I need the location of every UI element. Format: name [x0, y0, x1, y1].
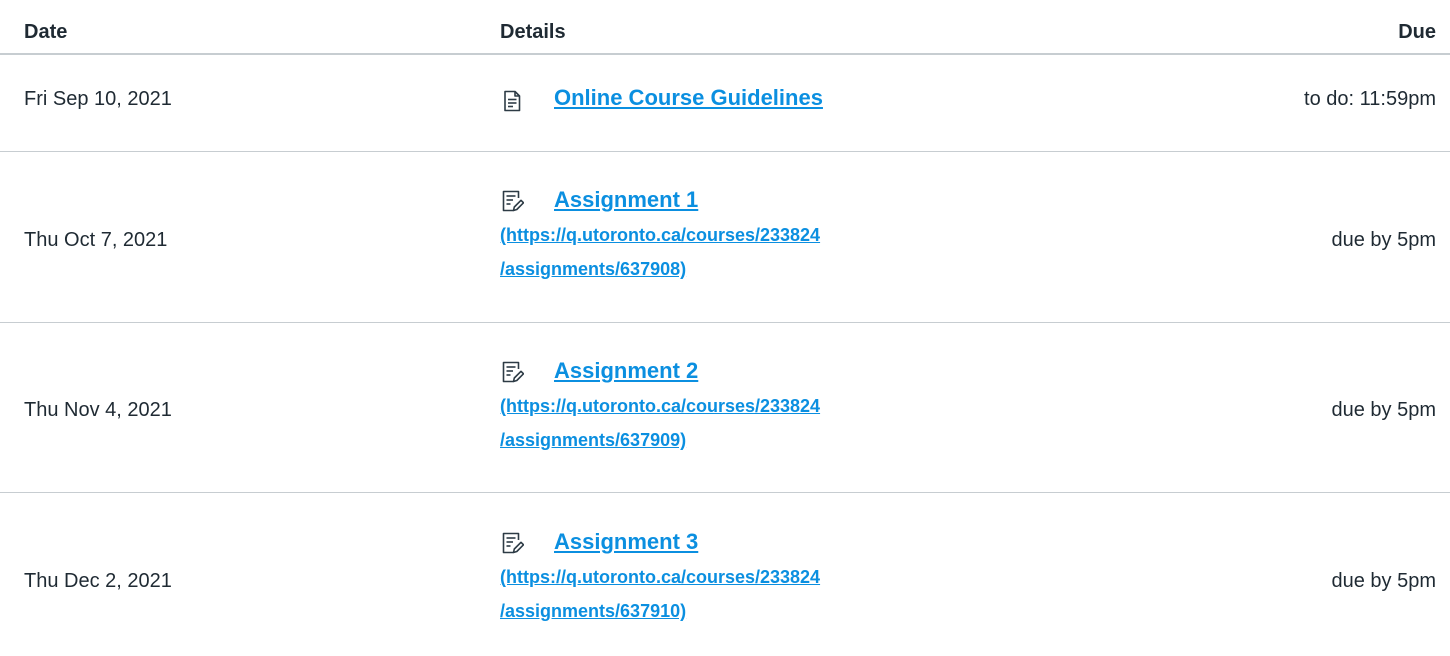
table-row	[0, 493, 1450, 656]
assignment-2-url-line1[interactable]: (https://q.utoronto.ca/courses/233824	[500, 396, 821, 416]
row-due: due by 5pm	[1331, 399, 1436, 421]
table-header	[0, 0, 1450, 55]
assignment-1-url-line1[interactable]: (https://q.utoronto.ca/courses/233824	[500, 225, 821, 245]
online-course-guidelines-link[interactable]: Online Course Guidelines	[554, 85, 823, 110]
row-date: Thu Nov 4, 2021	[24, 399, 172, 421]
table-row	[0, 323, 1450, 493]
assignment-1-url-line2[interactable]: /assignments/637908)	[500, 259, 687, 279]
table-row	[0, 55, 1450, 152]
assignment-icon	[500, 189, 524, 213]
assignment-2-url-line2[interactable]: /assignments/637909)	[500, 430, 687, 450]
table-row	[0, 152, 1450, 323]
row-due: due by 5pm	[1331, 570, 1436, 592]
row-date: Thu Dec 2, 2021	[24, 570, 172, 592]
row-date: Thu Oct 7, 2021	[24, 229, 168, 251]
row-date: Fri Sep 10, 2021	[24, 88, 172, 110]
assignment-3-link[interactable]: Assignment 3	[554, 529, 699, 554]
column-header-date: Date	[24, 21, 68, 43]
page-icon	[500, 89, 524, 113]
column-header-due: Due	[1398, 21, 1436, 43]
row-due: to do: 11:59pm	[1304, 88, 1436, 110]
row-due: due by 5pm	[1331, 229, 1436, 251]
assignment-3-url-line1[interactable]: (https://q.utoronto.ca/courses/233824	[500, 567, 821, 587]
assignment-1-link[interactable]: Assignment 1	[554, 187, 699, 212]
assignment-2-link[interactable]: Assignment 2	[554, 358, 699, 383]
column-header-details: Details	[500, 21, 566, 43]
assignment-icon	[500, 531, 524, 555]
assignment-icon	[500, 360, 524, 384]
assignment-3-url-line2[interactable]: /assignments/637910)	[500, 601, 687, 621]
